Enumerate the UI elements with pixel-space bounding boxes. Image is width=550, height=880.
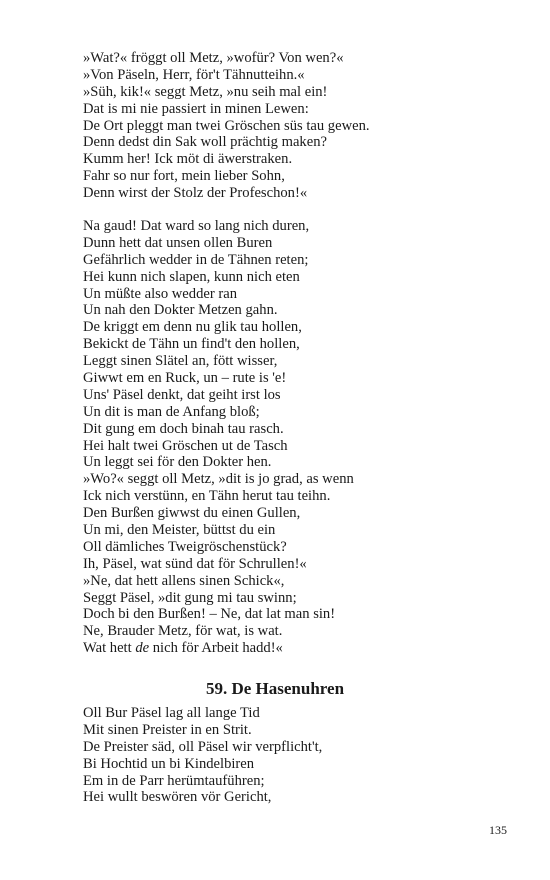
verse-line: Un dit is man de Anfang bloß; <box>83 403 260 420</box>
verse-line: Ih, Päsel, wat sünd dat för Schrullen!« <box>83 555 307 572</box>
verse-line: Oll Bur Päsel lag all lange Tid <box>83 705 260 721</box>
verse-line: Seggt Päsel, »dit gung mi tau swinn; <box>83 589 297 606</box>
verse-line: Hei wullt beswören vör Gericht, <box>83 789 272 806</box>
verse-line: De Ort pleggt man twei Gröschen süs tau gewen. <box>83 117 370 134</box>
verse-line: Dat is mi nie passiert in minen Lewen: <box>83 100 309 117</box>
verse-line: Ne, Brauder Metz, för wat, is wat. <box>83 623 283 640</box>
verse-line: Doch bi den Burßen! – Ne, dat lat man sin! <box>83 606 336 623</box>
verse-line: Denn dedst din Sak woll prächtig maken? <box>83 134 327 151</box>
verse-line: Hei kunn nich slapen, kunn nich eten <box>83 268 300 285</box>
verse-line: »Ne, dat hett allens sinen Schick«, <box>83 572 285 589</box>
verse-line: Den Burßen giwwst du einen Gullen, <box>83 505 301 522</box>
verse-line-last <box>83 640 503 657</box>
verse-line: Uns' Päsel denkt, dat geiht irst los <box>83 386 281 403</box>
verse-line: Hei halt twei Gröschen ut de Tasch <box>83 437 288 454</box>
verse-line: Em in de Parr herümtauführen; <box>83 772 265 789</box>
page-number: 135 <box>489 823 507 837</box>
verse-line: Oll dämliches Tweigröschenstück? <box>83 538 287 555</box>
verse-line: De Preister säd, oll Päsel wir verpflicht't, <box>83 738 323 755</box>
verse-line: Un mi, den Meister, büttst du ein <box>83 522 276 539</box>
poem-59-stanza <box>83 705 503 806</box>
verse-text: nich för Arbeit hadd!« <box>149 640 283 657</box>
verse-line: Bi Hochtid un bi Kindelbiren <box>83 755 255 772</box>
verse-line: »Von Päseln, Herr, för't Tähnutteihn.« <box>83 66 305 83</box>
verse-line: Kumm her! Ick möt di äwerstraken. <box>83 151 293 168</box>
verse-line: Gefährlich wedder in de Tähnen reten; <box>83 251 309 268</box>
stanza-1 <box>83 50 503 202</box>
stanza-2 <box>83 218 503 657</box>
verse-line: Na gaud! Dat ward so lang nich duren, <box>83 218 310 234</box>
verse-line: Fahr so nur fort, mein lieber Sohn, <box>83 168 285 185</box>
verse-line: Un müßte also wedder ran <box>83 285 237 302</box>
verse-line: Mit sinen Preister in en Strit. <box>83 721 252 738</box>
verse-line: Bekickt de Tähn un find't den hollen, <box>83 336 300 353</box>
verse-line: »Süh, kik!« seggt Metz, »nu seih mal ein! <box>83 83 328 100</box>
verse-line: Dunn hett dat unsen ollen Buren <box>83 234 273 251</box>
verse-line: Giwwt em en Ruck, un – rute is 'e! <box>83 370 287 387</box>
verse-line: Un leggt sei för den Dokter hen. <box>83 454 272 471</box>
verse-line: Ick nich verstünn, en Tähn herut tau teihn. <box>83 488 331 505</box>
verse-line: De kriggt em denn nu glik tau hollen, <box>83 319 302 336</box>
poem-heading: 59. De Hasenuhren <box>205 679 345 698</box>
verse-line: »Wat?« fröggt oll Metz, »wofür? Von wen?« <box>83 50 344 66</box>
verse-line: »Wo?« seggt oll Metz, »dit is jo grad, as wenn <box>83 471 354 488</box>
verse-line: Un nah den Dokter Metzen gahn. <box>83 302 278 319</box>
verse-line: Dit gung em doch binah tau rasch. <box>83 420 284 437</box>
verse-text: Wat hett <box>83 640 136 657</box>
emphasized-word: de <box>135 640 150 657</box>
verse-line: Leggt sinen Slätel an, fött wisser, <box>83 353 278 370</box>
verse-line: Denn wirst der Stolz der Profeschon!« <box>83 185 308 202</box>
